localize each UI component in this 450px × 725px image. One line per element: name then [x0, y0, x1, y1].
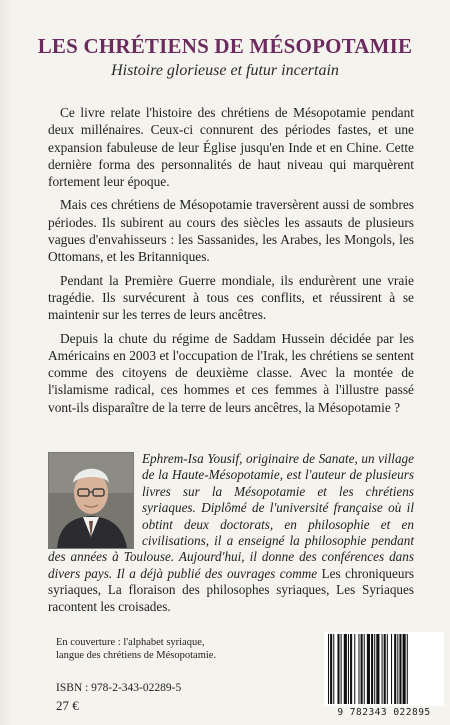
blurb-paragraph: Ce livre relate l'histoire des chrétiens de Mésopotamie pendant deux millénaires. Ceux-ci connurent des périodes fastes, et une expansion fabuleuse de leur Église jusqu'en Inde et en Chine. Cette dernière forma des personnalités de haut niveau qui marquèrent fortement leur époque. [48, 105, 414, 190]
author-bio-section [48, 451, 414, 615]
price: 27 € [56, 698, 79, 713]
blurb-paragraph: Mais ces chrétiens de Mésopotamie traversèrent aussi de sombres périodes. Ils subirent au cours des siècles les assauts de plusieurs vagues d'envahisseurs : les Sassanides, les Arabes, les Mongols, les Ottomans, et les Britanniques. [48, 197, 414, 265]
cover-credit-line: langue des chrétiens de Mésopotamie. [56, 650, 217, 661]
cover-credit-line: En couverture : l'alphabet syriaque, [56, 637, 205, 648]
author-photo [48, 452, 134, 549]
blurb-paragraph: Depuis la chute du régime de Saddam Hussein décidée par les Américains en 2003 et l'occupation de l'Irak, les chrétiens se sentent comme des citoyens de deuxième classe. Avec la montée de l'islamisme radical, ces hommes et ces femmes à l'illustre passé vont-ils disparaître de la terre de leurs ancêtres, la Mésopotamie ? [48, 330, 414, 415]
author-works: Les chroniqueurs syriaques, La floraison des philosophes syriaques, Les Syriaques racontent les croisades. [48, 565, 414, 614]
author-bio-text: Ephrem-Isa Yousif, originaire de Sanate, un village de la Haute-Mésopotamie, est l'auteur de plusieurs livres sur la Mésopotamie et les chrétiens syriaques. Diplômé de l'université française où il obtint deux doctorats, en philosophie et en civilisations, il a enseigné la philosophie pendant des années à Toulouse. Aujourd'hui, il donne des conférences dans divers pays. Il a déjà publié des ouvrages comme [48, 451, 414, 581]
isbn: ISBN : 978-2-343-02289-5 [56, 682, 182, 694]
barcode [324, 632, 444, 706]
blurb-paragraph: Pendant la Première Guerre mondiale, ils endurèrent une vraie tragédie. Ils survécurent à tous ces conflits, et réussirent à se maintenir sur les terres de leurs ancêtres. [48, 272, 414, 323]
barcode-digits: 9 782343 022895 [337, 707, 431, 718]
book-subtitle: Histoire glorieuse et futur incertain [111, 62, 339, 79]
book-title: LES CHRÉTIENS DE MÉSOPOTAMIE [37, 34, 413, 58]
blurb [48, 104, 414, 422]
cover-credit [56, 636, 216, 662]
